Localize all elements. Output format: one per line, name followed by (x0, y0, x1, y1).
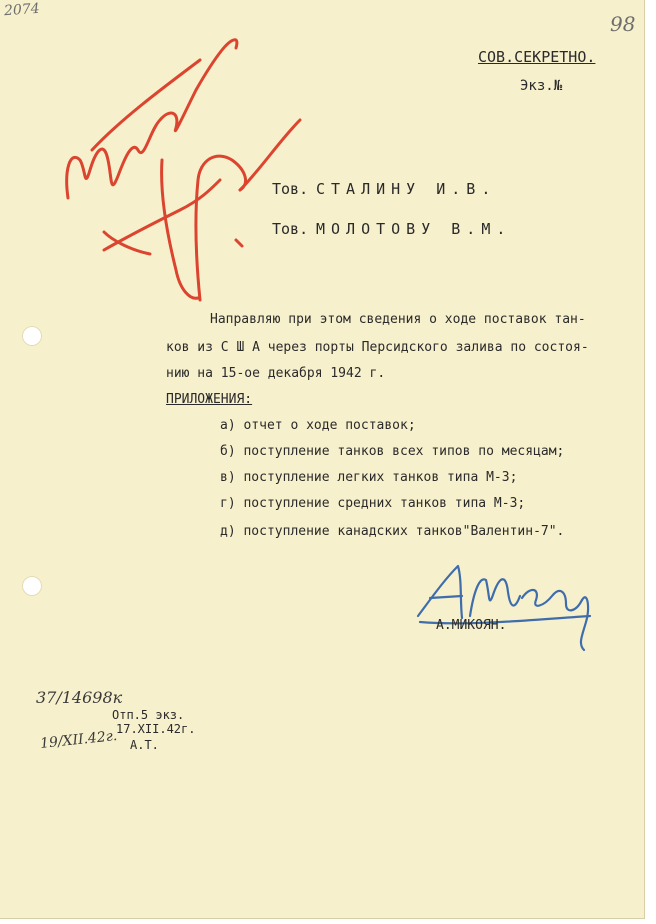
addressee-prefix: Тов. (272, 180, 309, 198)
typed-signature: А.МИКОЯН. (436, 618, 507, 633)
archive-page-number: 98 (610, 12, 636, 36)
addressee-name: МОЛОТОВУ В.М. (316, 220, 512, 238)
handwritten-date: 19/XII.42г. (39, 728, 118, 752)
body-line-1: Направляю при этом сведения о ходе поставок тан- (210, 312, 586, 327)
attachment-item: а) отчет о ходе поставок; (220, 418, 416, 433)
addressee-name: СТАЛИНУ И.В. (316, 180, 497, 198)
registration-number: 37/14698к (36, 688, 123, 707)
attachments-heading: ПРИЛОЖЕНИЯ: (166, 392, 253, 407)
typist-initials: А.Т. (130, 738, 159, 752)
copy-number: Экз.№ (520, 78, 563, 94)
typed-date: 17.XII.42г. (116, 722, 196, 736)
attachment-item: в) поступление легких танков типа М-3; (220, 470, 518, 485)
copies-count: Отп.5 экз. (112, 708, 185, 722)
body-line-3: нию на 15-ое декабря 1942 г. (166, 366, 386, 381)
attachment-item: г) поступление средних танков типа М-3; (220, 496, 526, 511)
corner-mark: 2074 (3, 0, 41, 20)
addressee-prefix: Тов. (272, 220, 309, 238)
attachment-item: б) поступление танков всех типов по месяцам; (220, 444, 565, 459)
attachment-item: д) поступление канадских танков"Валентин-7". (220, 524, 565, 539)
classification-stamp: СОВ.СЕКРЕТНО. (478, 48, 596, 66)
body-line-2: ков из С Ш А через порты Персидского залива по состоя- (166, 340, 589, 355)
